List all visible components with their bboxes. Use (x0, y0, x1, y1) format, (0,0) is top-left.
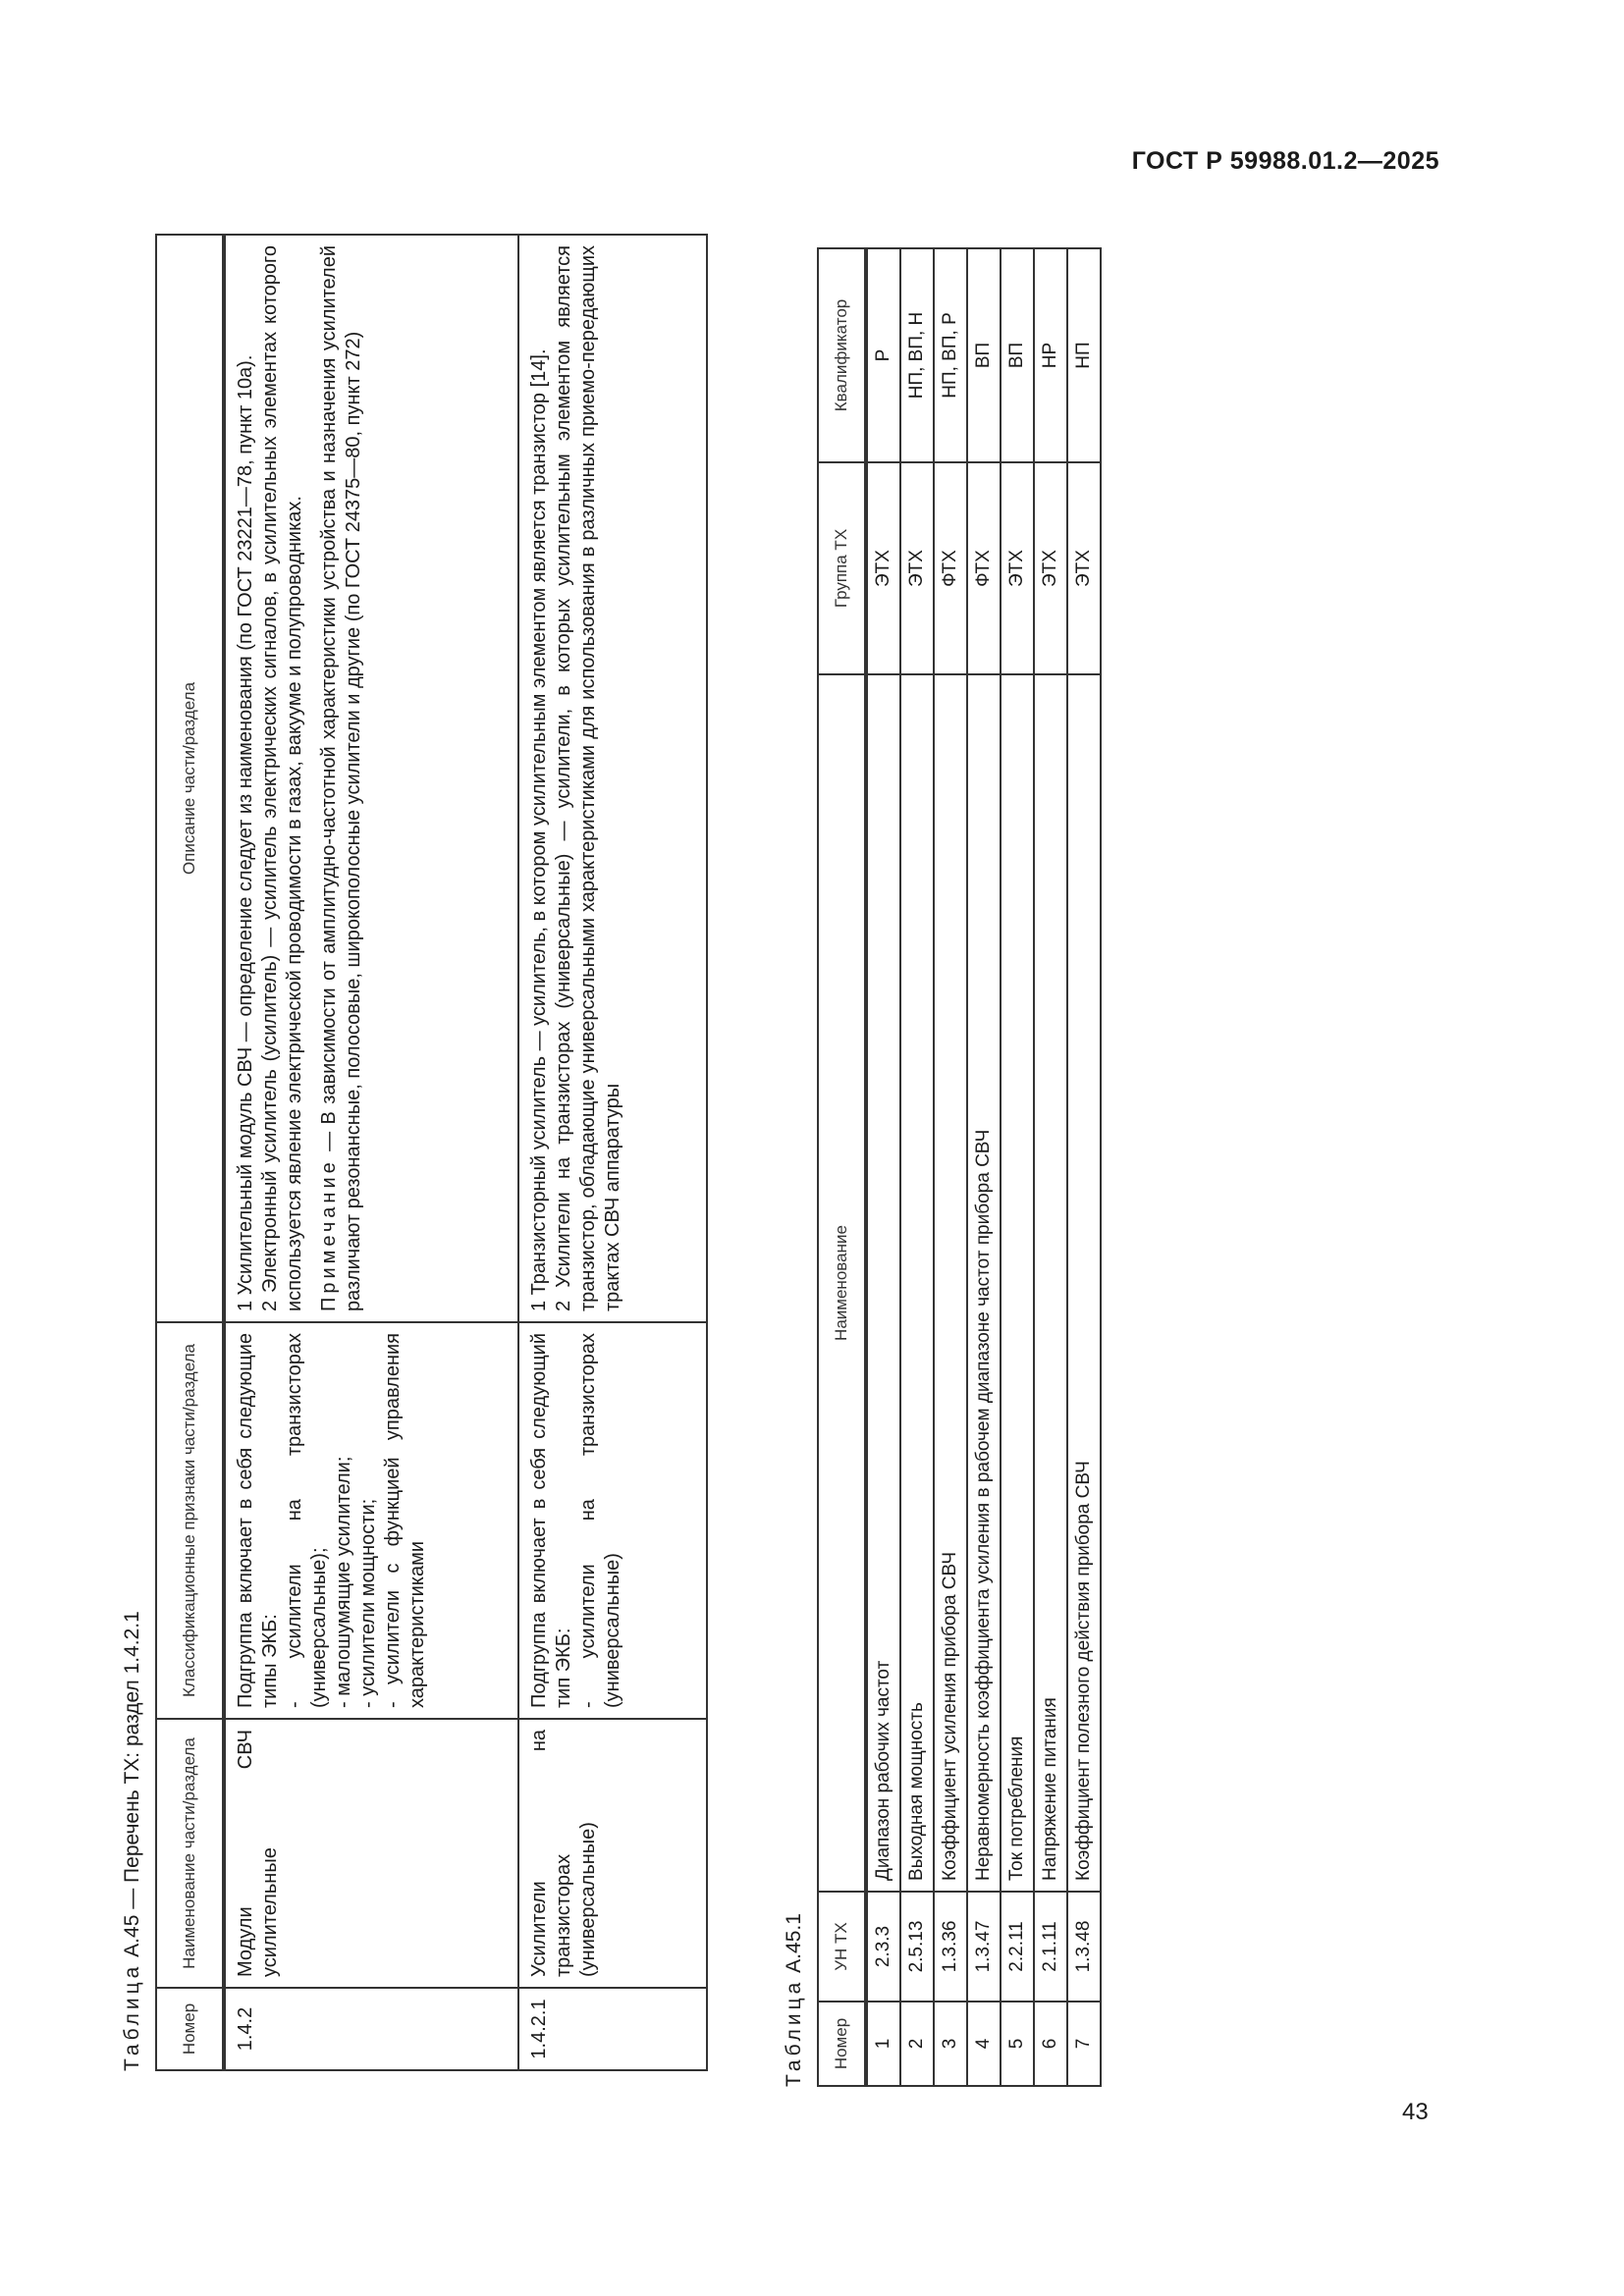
cell: 2 (900, 2002, 934, 2086)
cell-description (224, 235, 518, 1322)
cell-name: Модули СВЧ усилительные (224, 1719, 518, 1988)
column-header: Наименование (818, 674, 866, 1892)
table-row (224, 235, 518, 2070)
cell: ФТХ (967, 462, 1001, 674)
desc-line: 2 Электронный усилитель (усилитель) — усилитель электрических сигналов, в усилительных элементах которого используется явление электрической проводимости в газах, вакууме и полупроводниках. (259, 245, 305, 1311)
cell: Диапазон рабочих частот (866, 674, 900, 1892)
cell: ВП (967, 248, 1001, 462)
note (317, 245, 366, 1311)
cell: Коэффициент усиления прибора СВЧ (934, 674, 967, 1892)
cell-number: 1.4.2 (224, 1988, 518, 2070)
cell: ЭТХ (900, 462, 934, 674)
table-row (518, 235, 707, 2070)
table-row (1001, 248, 1034, 2086)
cell: 5 (1001, 2002, 1034, 2086)
cell: НР (1034, 248, 1067, 462)
column-header: Описание части/раздела (156, 235, 224, 1322)
note-text: — В зависимости от амплитудно-частотной характеристики устройства и назначения усилителей различают резонансные, полосовые, широкополосные усилители и другие (по ГОСТ 24375—80, пункт 272) (318, 245, 364, 1311)
cell: 2.2.11 (1001, 1892, 1034, 2002)
table-row (900, 248, 934, 2086)
column-header: Номер (156, 1988, 224, 2070)
cell: 3 (934, 2002, 967, 2086)
column-header: Номер (818, 2002, 866, 2086)
cell: Неравномерность коэффициента усиления в рабочем диапазоне частот прибора СВЧ (967, 674, 1001, 1892)
table-row (967, 248, 1001, 2086)
desc-line: 2 Усилители на транзисторах (универсальные) — усилители, в которых усилительным элементом является транзистор, обладающие универсальными характеристиками для использования в различных приемо-передающих трактах СВЧ аппаратуры (553, 245, 623, 1311)
caption-text: А.45 — Перечень ТХ: раздел 1.4.2.1 (121, 1611, 143, 1963)
cell: 1 (866, 2002, 900, 2086)
cell: ЭТХ (1034, 462, 1067, 674)
table-a45 (155, 234, 708, 2071)
cell: 1.3.47 (967, 1892, 1001, 2002)
table-a45-1 (817, 247, 1102, 2087)
column-header: Классификационные признаки части/раздела (156, 1322, 224, 1719)
cell: ВП (1001, 248, 1034, 462)
standard-code: ГОСТ Р 59988.01.2—2025 (1131, 147, 1439, 175)
table-row (1034, 248, 1067, 2086)
column-header: УН ТХ (818, 1892, 866, 2002)
cell: Коэффициент полезного действия прибора СВЧ (1067, 674, 1101, 1892)
cell: НП, ВП, Р (934, 248, 967, 462)
cell: 2.1.11 (1034, 1892, 1067, 2002)
table-row (934, 248, 967, 2086)
caption-label: Таблица (783, 1978, 805, 2087)
table-a45-1-block (780, 241, 1102, 2087)
table-header-row (818, 248, 866, 2086)
cell: ЭТХ (1001, 462, 1034, 674)
cell: ЭТХ (1067, 462, 1101, 674)
cell-description (518, 235, 707, 1322)
class-line: - усилители мощности; (357, 1498, 379, 1708)
cell: ФТХ (934, 462, 967, 674)
page-number: 43 (1402, 2099, 1429, 2125)
cell-classification (224, 1322, 518, 1719)
cell-name: Усилители на транзисторах (универсальные) (518, 1719, 707, 1988)
cell: 6 (1034, 2002, 1067, 2086)
cell: НП (1067, 248, 1101, 462)
class-line: Подгруппа включает в себя следующие типы ЭКБ: (235, 1333, 281, 1708)
column-header: Квалификатор (818, 248, 866, 462)
cell: ЭТХ (866, 462, 900, 674)
cell: НП, ВП, Н (900, 248, 934, 462)
class-line: - усилители с функцией управления характеристиками (382, 1333, 428, 1708)
cell-classification (518, 1322, 707, 1719)
caption-text: А.45.1 (783, 1913, 805, 1979)
class-line: - малошумящие усилители; (333, 1456, 354, 1708)
cell: 1.3.36 (934, 1892, 967, 2002)
desc-line: 1 Усилительный модуль СВЧ — определение следует из наименования (по ГОСТ 23221—78, пункт 10а). (235, 354, 256, 1311)
column-header: Наименование части/раздела (156, 1719, 224, 1988)
cell: 2.3.3 (866, 1892, 900, 2002)
column-header: Группа ТХ (818, 462, 866, 674)
table-row (866, 248, 900, 2086)
table-header-row (156, 235, 224, 2070)
cell: 4 (967, 2002, 1001, 2086)
desc-line: 1 Транзисторный усилитель — усилитель, в котором усилительным элементом является транзистор [14]. (528, 348, 550, 1311)
cell: Р (866, 248, 900, 462)
note-label: Примечание (318, 1158, 340, 1311)
cell: 1.3.48 (1067, 1892, 1101, 2002)
table-a45-1-caption (780, 241, 809, 2087)
cell-number: 1.4.2.1 (518, 1988, 707, 2070)
cell: Ток потребления (1001, 674, 1034, 1892)
cell: Выходная мощность (900, 674, 934, 1892)
class-line: - усилители на транзисторах (универсальные); (284, 1333, 330, 1708)
table-a45-caption (118, 226, 147, 2071)
table-row (1067, 248, 1101, 2086)
cell: Напряжение питания (1034, 674, 1067, 1892)
class-line: Подгруппа включает в себя следующий тип ЭКБ: (528, 1333, 574, 1708)
class-line: - усилители на транзисторах (универсальные) (577, 1333, 623, 1708)
table-a45-block (118, 226, 708, 2071)
caption-label: Таблица (121, 1962, 143, 2071)
cell: 7 (1067, 2002, 1101, 2086)
cell: 2.5.13 (900, 1892, 934, 2002)
